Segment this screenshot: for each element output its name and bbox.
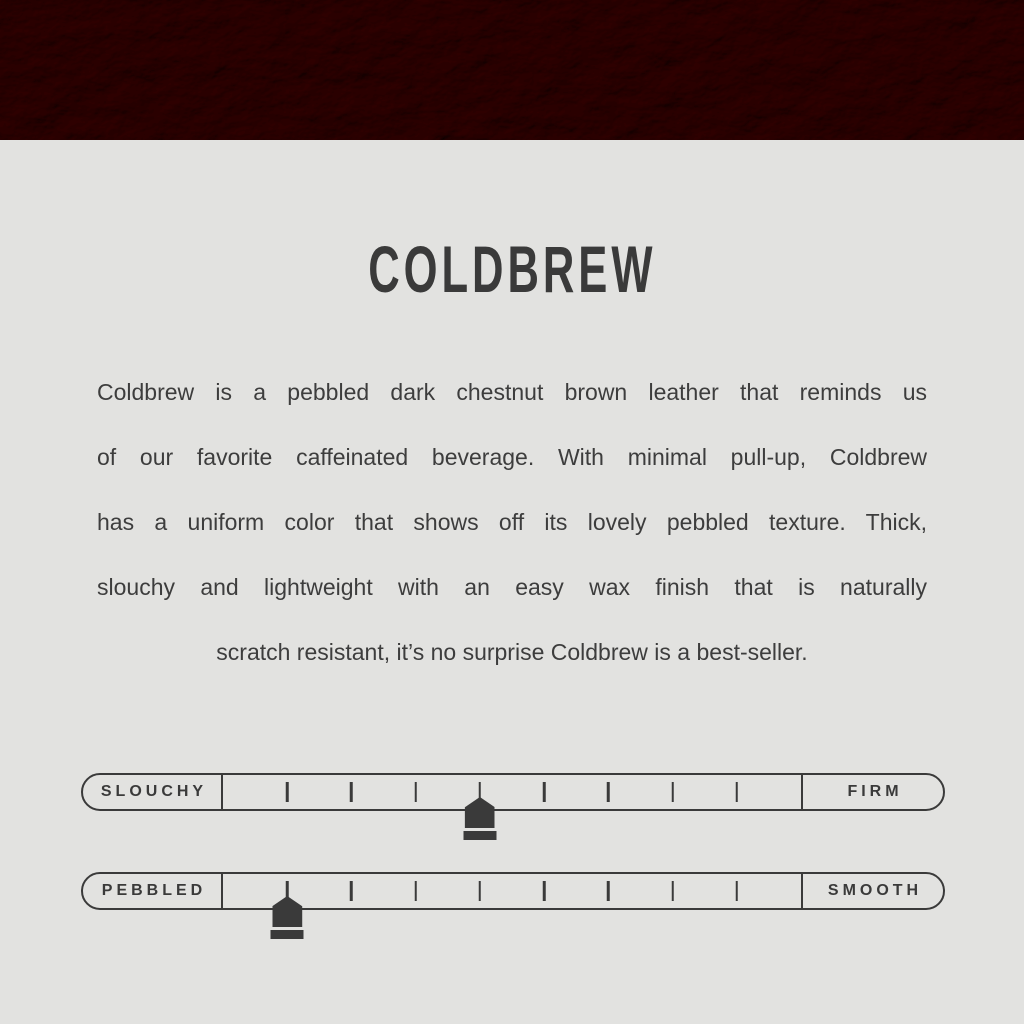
scale-track — [223, 775, 801, 809]
scale-marker — [463, 797, 496, 840]
tick-mark — [671, 782, 674, 802]
page-title-text: COLDBREW — [367, 232, 657, 306]
scale-left-label: SLOUCHY — [83, 775, 223, 809]
scale-left-label: PEBBLED — [83, 874, 223, 908]
tick-mark — [414, 881, 417, 901]
description-line: scratch resistant, it’s no surprise Coldbrew is a best-seller. — [216, 639, 808, 665]
scale-track-outline — [81, 773, 945, 811]
product-description — [97, 360, 927, 685]
scale-slouchy-firm — [81, 773, 945, 811]
scale-right-label: SMOOTH — [801, 874, 943, 908]
scale-track — [223, 874, 801, 908]
page-title — [0, 232, 1024, 306]
marker-base-bar — [463, 831, 496, 840]
tick-mark — [671, 881, 674, 901]
tick-mark — [350, 881, 353, 901]
marker-base-bar — [271, 930, 304, 939]
scale-pebbled-smooth — [81, 872, 945, 910]
tick-mark — [543, 782, 546, 802]
leather-swatch-image — [0, 0, 1024, 140]
tick-mark — [607, 782, 610, 802]
tick-mark — [607, 881, 610, 901]
tick-mark — [350, 782, 353, 802]
description-line: slouchy and lightweight with an easy wax finish that is naturally — [97, 574, 927, 600]
tick-mark — [286, 782, 289, 802]
scale-marker — [271, 896, 304, 939]
tick-mark — [543, 881, 546, 901]
tick-mark — [736, 881, 739, 901]
tick-mark — [414, 782, 417, 802]
description-line: of our favorite caffeinated beverage. With minimal pull-up, Coldbrew — [97, 444, 927, 470]
description-line: Coldbrew is a pebbled dark chestnut brown leather that reminds us — [97, 379, 927, 405]
tick-mark — [736, 782, 739, 802]
marker-pointer-icon — [272, 896, 302, 927]
tick-mark — [479, 881, 482, 901]
scale-track-outline — [81, 872, 945, 910]
scale-right-label: FIRM — [801, 775, 943, 809]
leather-texture — [0, 0, 1024, 140]
description-line: has a uniform color that shows off its lovely pebbled texture. Thick, — [97, 509, 927, 535]
marker-pointer-icon — [465, 797, 495, 828]
